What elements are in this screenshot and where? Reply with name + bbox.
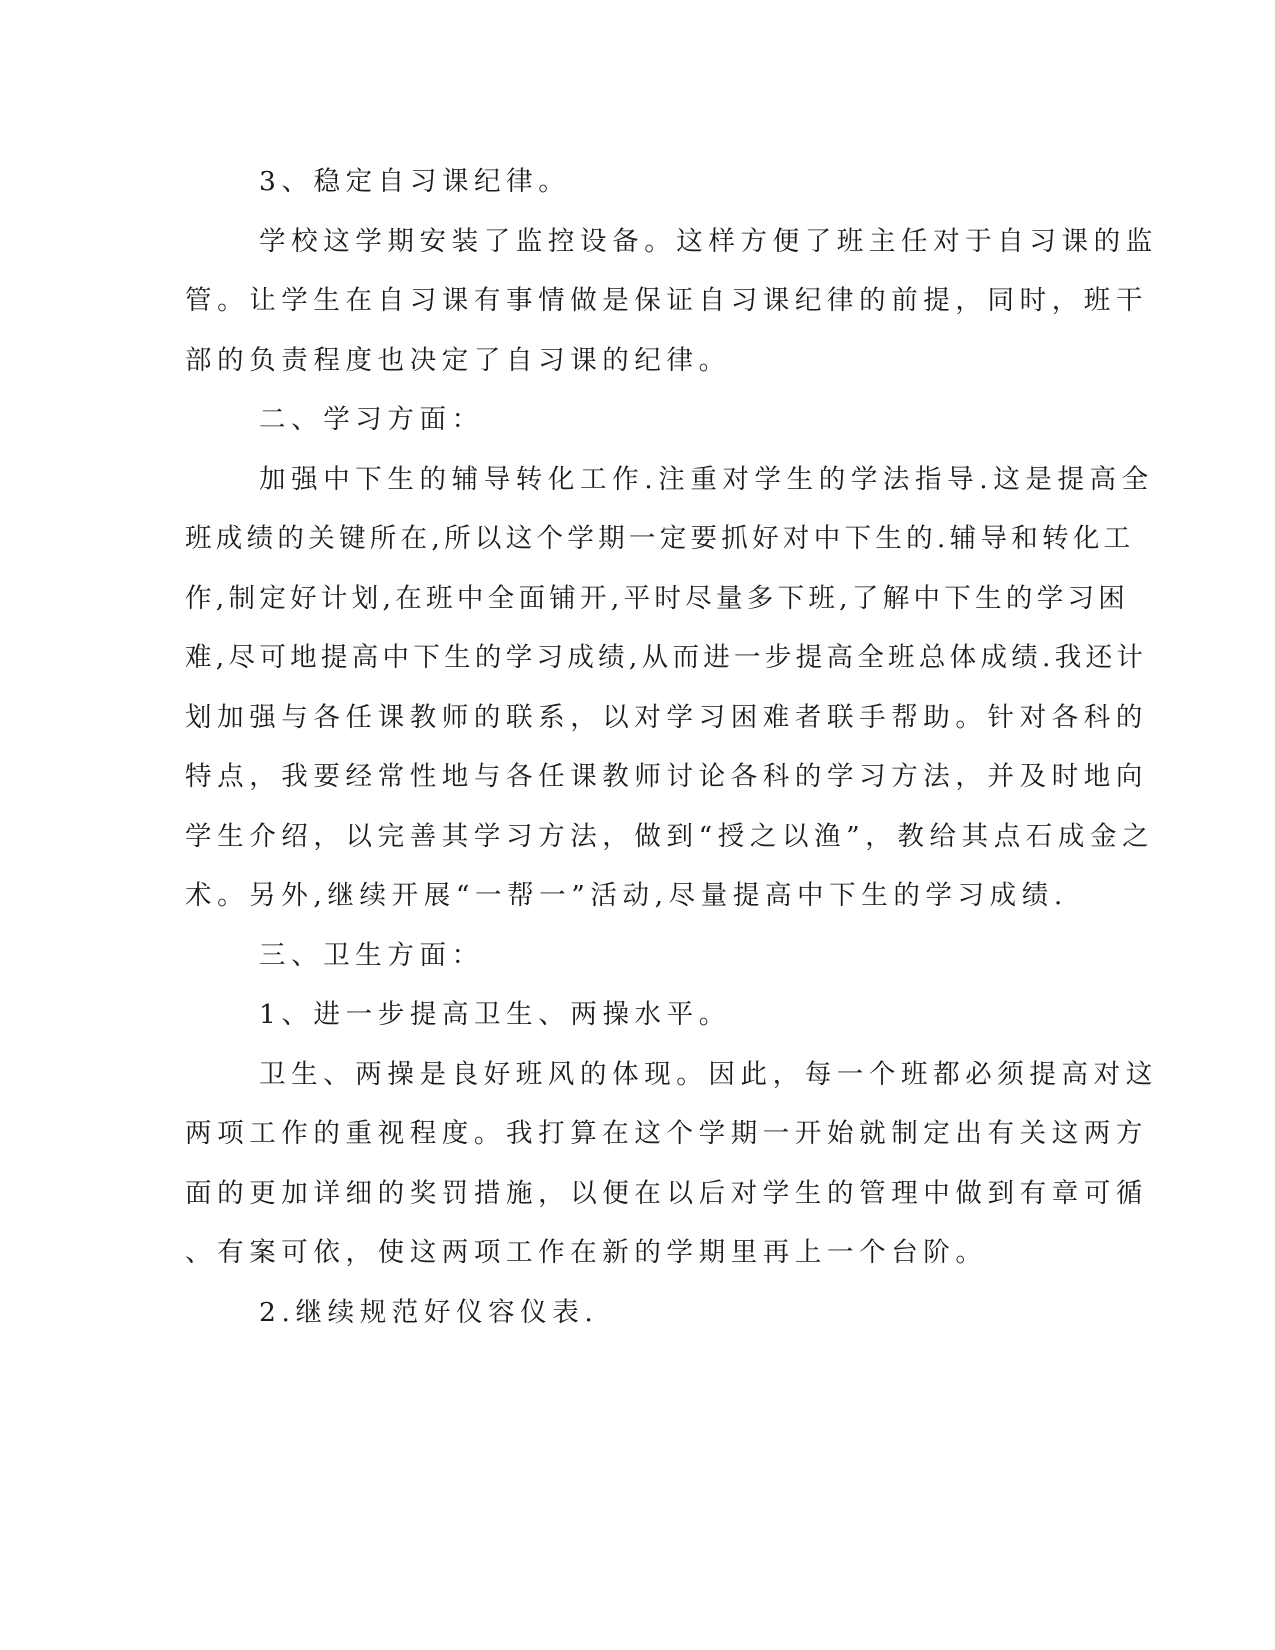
paragraph-line: 学校这学期安装了监控设备。这样方便了班主任对于自习课的监 <box>259 225 1158 257</box>
paragraph-line: 加强中下生的辅导转化工作.注重对学生的学法指导.这是提高全 <box>259 463 1154 495</box>
paragraph-line: 特点，我要经常性地与各任课教师讨论各科的学习方法，并及时地向 <box>185 761 1148 792</box>
paragraph-line: 划加强与各任课教师的联系，以对学习困难者联手帮助。针对各科的 <box>185 701 1148 733</box>
paragraph-line: 学生介绍，以完善其学习方法，做到“授之以渔”，教给其点石成金之 <box>185 820 1155 852</box>
document-body <box>185 152 1158 1342</box>
subheading-appearance: 2.继续规范好仪容仪表. <box>259 1296 599 1328</box>
subheading-stabilize-self-study: 3、稳定自习课纪律。 <box>259 166 571 197</box>
paragraph-line: 面的更加详细的奖罚措施，以便在以后对学生的管理中做到有章可循 <box>185 1177 1148 1209</box>
paragraph-line: 作,制定好计划,在班中全面铺开,平时尽量多下班,了解中下生的学习困 <box>185 582 1130 614</box>
paragraph-line: 两项工作的重视程度。我打算在这个学期一开始就制定出有关这两方 <box>185 1118 1148 1149</box>
paragraph-line: 管。让学生在自习课有事情做是保证自习课纪律的前提，同时，班干 <box>185 285 1148 316</box>
paragraph-line: 术。另外,继续开展“一帮一”活动,尽量提高中下生的学习成绩. <box>185 880 1068 911</box>
paragraph-line: 难,尽可地提高中下生的学习成绩,从而进一步提高全班总体成绩.我还计 <box>185 642 1148 673</box>
paragraph-line: 卫生、两操是良好班风的体现。因此，每一个班都必须提高对这 <box>259 1058 1158 1090</box>
paragraph-line: 部的负责程度也决定了自习课的纪律。 <box>185 344 731 376</box>
paragraph-line: 、有案可依，使这两项工作在新的学期里再上一个台阶。 <box>185 1237 988 1268</box>
section-heading-study: 二、学习方面： <box>259 404 484 435</box>
subheading-hygiene-level: 1、进一步提高卫生、两操水平。 <box>259 999 731 1030</box>
section-heading-hygiene: 三、卫生方面： <box>259 939 484 971</box>
paragraph-line: 班成绩的关键所在,所以这个学期一定要抓好对中下生的.辅导和转化工 <box>185 523 1135 554</box>
